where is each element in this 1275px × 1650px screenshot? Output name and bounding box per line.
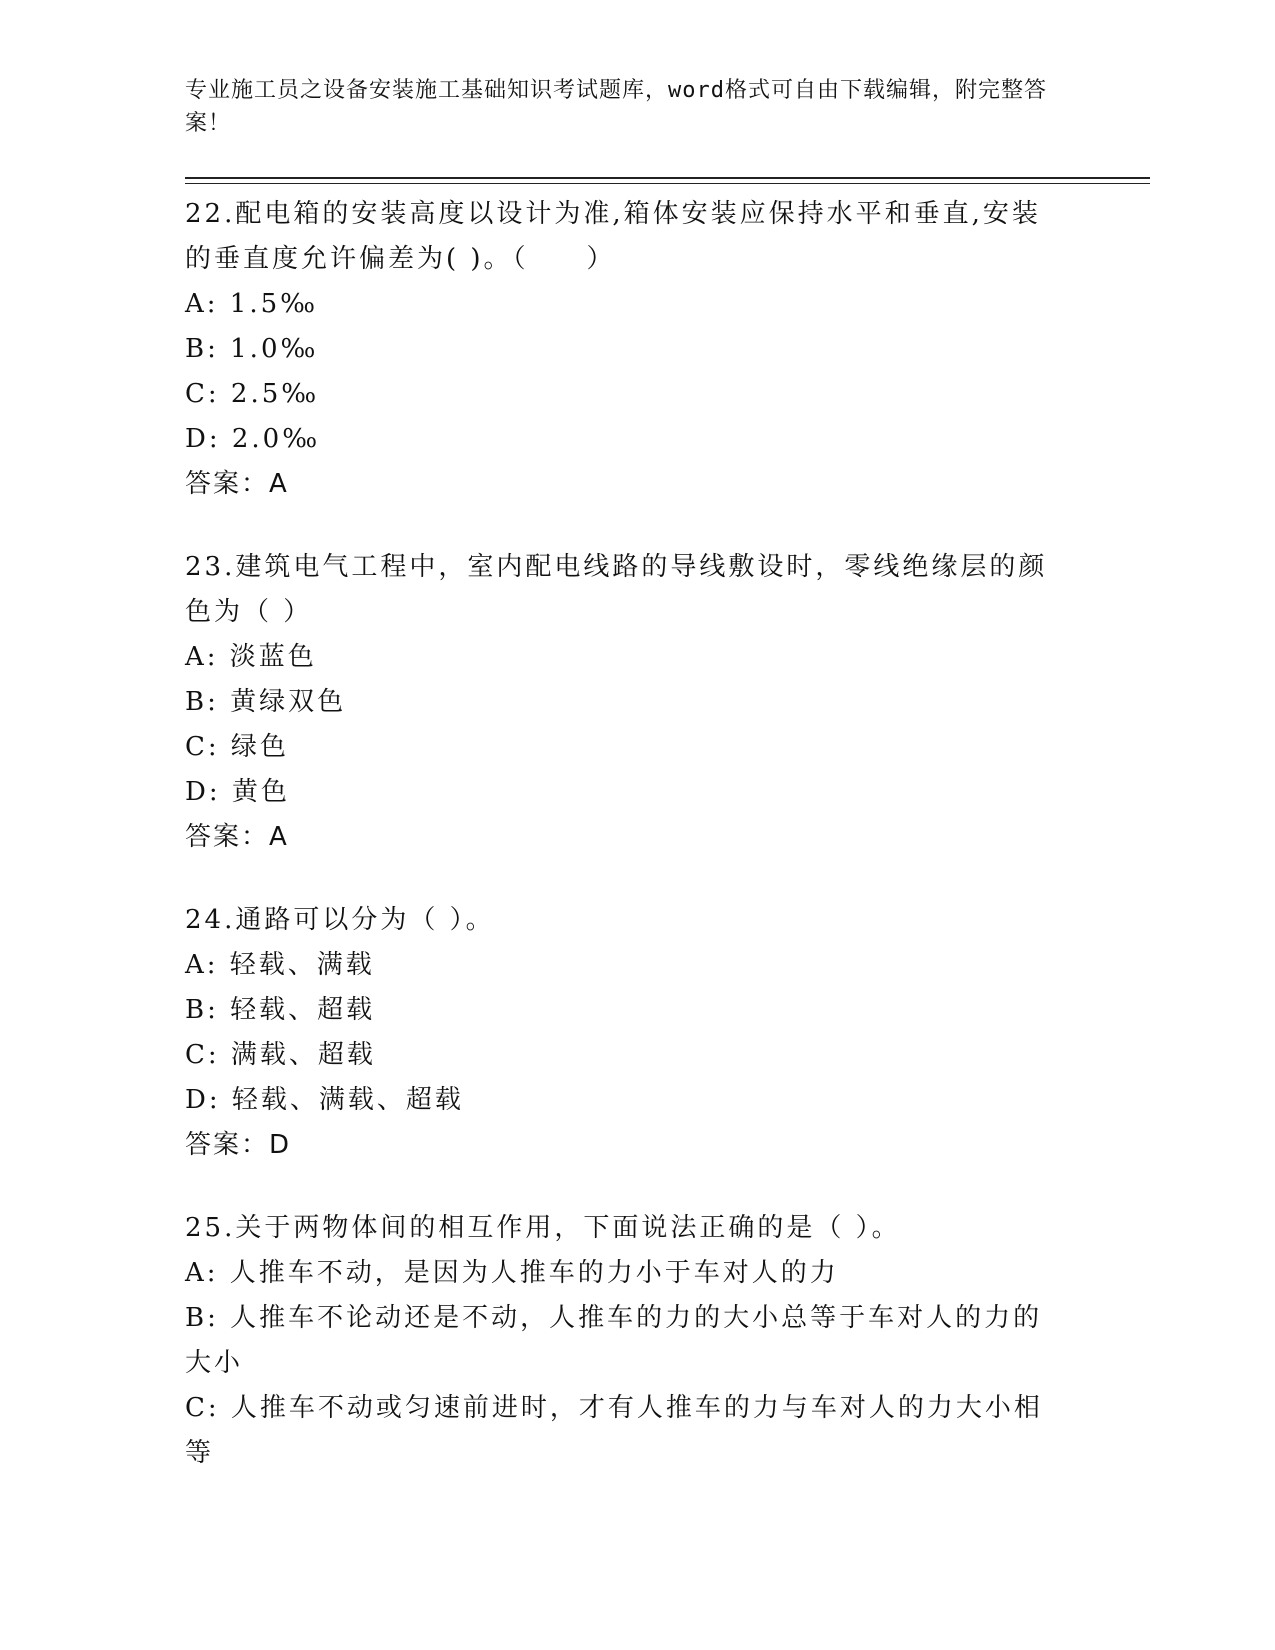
question-list (185, 192, 1065, 1514)
option-a: A: 轻载、满载 (185, 950, 375, 980)
option-b: B: 轻载、超载 (185, 995, 376, 1025)
option-d: D: 黄色 (185, 777, 290, 807)
answer-line: 答案：D (185, 1130, 292, 1160)
option-a: A: 人推车不动，是因为人推车的力小于车对人的力 (185, 1258, 839, 1288)
question-stem: 25.关于两物体间的相互作用，下面说法正确的是（ ）。 (185, 1213, 901, 1243)
header-divider-thin (185, 183, 1150, 184)
option-b: B: 1.0‰ (185, 334, 319, 364)
option-a: A: 淡蓝色 (185, 642, 317, 672)
option-b: B: 黄绿双色 (185, 687, 347, 717)
question-item (185, 545, 1065, 860)
option-c: C: 绿色 (185, 732, 289, 762)
header-divider (185, 177, 1150, 179)
question-stem: 24.通路可以分为（ ）。 (185, 905, 495, 935)
document-intro: 专业施工员之设备安装施工基础知识考试题库，word格式可自由下载编辑，附完整答案！ (185, 78, 1047, 136)
option-c: C: 人推车不动或匀速前进时，才有人推车的力与车对人的力大小相等 (185, 1393, 1043, 1468)
answer-line: 答案：A (185, 469, 289, 499)
option-c: C: 2.5‰ (185, 379, 320, 409)
option-a: A: 1.5‰ (185, 289, 319, 319)
option-b: B: 人推车不论动还是不动，人推车的力的大小总等于车对人的力的大小 (185, 1303, 1043, 1378)
question-item (185, 192, 1065, 507)
option-d: D: 2.0‰ (185, 424, 321, 454)
option-c: C: 满载、超载 (185, 1040, 376, 1070)
answer-line: 答案：A (185, 822, 289, 852)
question-item (185, 898, 1065, 1168)
question-stem: 23.建筑电气工程中，室内配电线路的导线敷设时，零线绝缘层的颜色为（ ） (185, 552, 1048, 627)
question-item (185, 1206, 1065, 1476)
question-stem: 22.配电箱的安装高度以设计为准,箱体安装应保持水平和垂直,安装的垂直度允许偏差为( )。（ ） (185, 199, 1041, 274)
option-d: D: 轻载、满载、超载 (185, 1085, 464, 1115)
